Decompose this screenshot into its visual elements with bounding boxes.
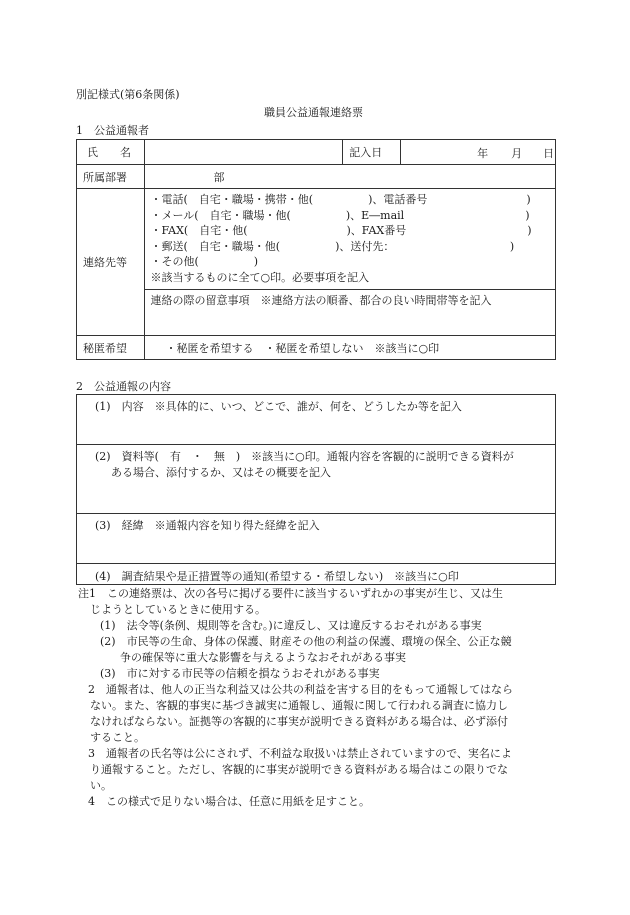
contact-label: 連絡先等 xyxy=(77,189,145,336)
contact-note: ※該当するものに全て○印。必要事項を記入 xyxy=(150,270,370,284)
name-field[interactable] xyxy=(145,140,343,165)
contact-line-email: ・メール( 自宅・職場・他( )、E―mail ) xyxy=(150,208,530,222)
note-1-item2-cont: 争の確保等に重大な影響を与えるようなおそれがある事実 xyxy=(120,651,406,664)
section2-heading: 2 公益通報の内容 xyxy=(76,380,171,393)
year-label: 年 xyxy=(477,147,489,160)
contact-line-phone: ・電話( 自宅・職場・携帯・他( )、電話番号 ) xyxy=(150,193,531,206)
remarks-text: 連絡の際の留意事項 ※連絡方法の順番、都合の良い時間帯等を記入 xyxy=(150,294,492,307)
remarks-field[interactable] xyxy=(145,290,556,336)
note-2-line3: なければならない。証拠等の客観的に事実が説明できる資料がある場合は、必ず添付 xyxy=(90,715,508,728)
form-title: 職員公益通報連絡票 xyxy=(264,106,363,119)
note-1-line2: じようとしているときに使用する。 xyxy=(90,603,266,616)
secrecy-options[interactable]: ・秘匿を希望する ・秘匿を希望しない ※該当に○印 xyxy=(145,336,556,360)
materials-box[interactable] xyxy=(76,444,556,514)
contact-line-mail: ・郵送( 自宅・職場・他( )、送付先： ) xyxy=(150,239,515,253)
note-1-line1: 注1 この連絡票は、次の各号に掲げる要件に該当するいずれかの事実が生じ、又は生 xyxy=(78,587,503,600)
reporter-table xyxy=(76,139,556,360)
form-label: 別記様式(第6条関係) xyxy=(76,88,180,101)
note-2-line2: ない。また、客観的事実に基づき誠実に通報し、通報に関して行われる調査に協力し xyxy=(90,699,508,712)
dept-field[interactable]: 部 xyxy=(145,165,556,189)
content-box[interactable] xyxy=(76,394,556,445)
notification-box[interactable] xyxy=(76,563,556,585)
contact-line-other: ・その他( ) xyxy=(150,255,259,268)
note-1-item2: (2) 市民等の生命、身体の保護、財産その他の利益の保護、環境の保全、公正な競 xyxy=(100,635,512,648)
history-box[interactable] xyxy=(76,513,556,564)
section1-heading: 1 公益通報者 xyxy=(76,124,149,137)
month-label: 月 xyxy=(511,147,523,160)
date-field[interactable] xyxy=(401,140,556,165)
note-4: 4 この様式で足りない場合は、任意に用紙を足すこと。 xyxy=(88,795,370,808)
notification-item-4: (4) 調査結果や是正措置等の通知(希望する・希望しない) ※該当に○印 xyxy=(95,570,459,583)
contact-line-fax: ・FAX( 自宅・他( )、FAX番号 ) xyxy=(150,224,532,237)
note-2-line4: すること。 xyxy=(90,731,145,744)
date-label: 記入日 xyxy=(343,140,401,165)
note-3-line2: り通報すること。ただし、客観的に事実が説明できる資料がある場合はこの限りでな xyxy=(90,763,508,776)
content-item-1: (1) 内容 ※具体的に、いつ、どこで、誰が、何を、どうしたか等を記入 xyxy=(95,400,462,413)
name-label: 氏 名 xyxy=(77,140,145,165)
note-3-line1: 3 通報者の氏名等は公にされず、不利益な取扱いは禁止されていますので、実名によ xyxy=(88,747,512,760)
secrecy-label: 秘匿希望 xyxy=(77,336,145,360)
note-1-item1: (1) 法令等(条例、規則等を含む。)に違反し、又は違反するおそれがある事実 xyxy=(100,619,482,632)
note-2-line1: 2 通報者は、他人の正当な利益又は公共の利益を害する目的をもって通報してはなら xyxy=(88,683,513,696)
history-item-3: (3) 経緯 ※通報内容を知り得た経緯を記入 xyxy=(95,519,320,532)
materials-item-2: (2) 資料等( 有 ・ 無 ) ※該当に○印。通報内容を客観的に説明できる資料が xyxy=(95,450,514,463)
materials-item-2-cont: ある場合、添付するか、又はその概要を記入 xyxy=(111,466,331,479)
note-1-item3: (3) 市に対する市民等の信頼を損なうおそれがある事実 xyxy=(100,667,380,680)
contact-field[interactable] xyxy=(145,189,556,290)
note-3-line3: い。 xyxy=(90,779,112,792)
day-label: 日 xyxy=(543,147,555,160)
dept-label: 所属部署 xyxy=(77,165,145,189)
